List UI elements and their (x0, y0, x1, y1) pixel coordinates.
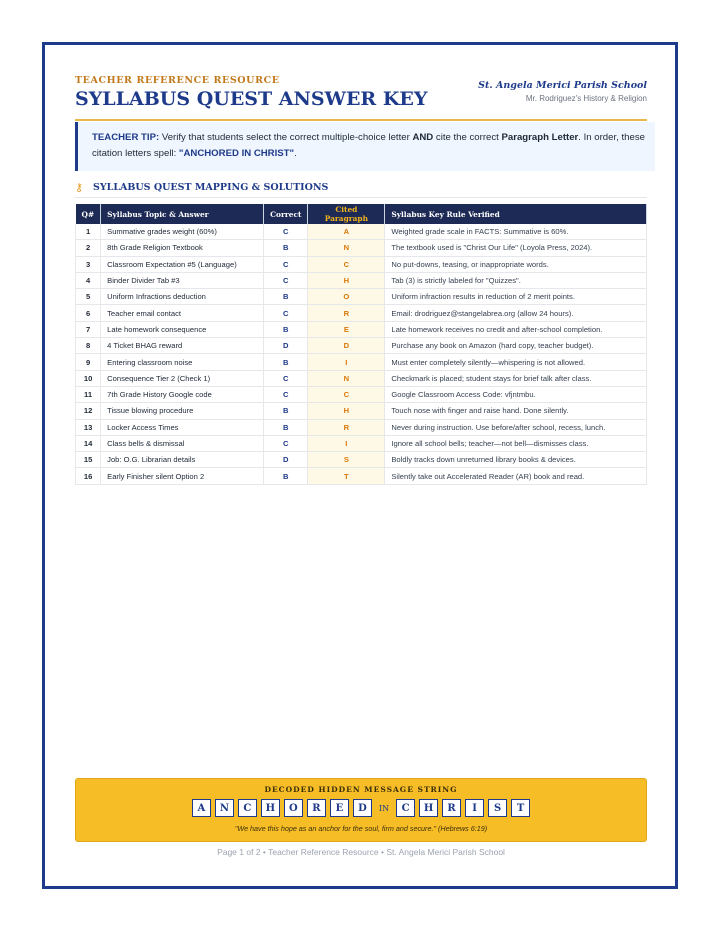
cell-rule: Uniform infraction results in reduction of 2 merit points. (385, 289, 647, 305)
cell-q-number: 12 (76, 403, 101, 419)
cell-rule: Weighted grade scale in FACTS: Summative is 60%. (385, 224, 647, 240)
cell-correct-answer: B (264, 289, 308, 305)
cell-cited-paragraph: O (308, 289, 385, 305)
tip-text-3: . In order, these citation letters spell: (92, 132, 645, 159)
answer-key-table (75, 204, 647, 485)
cell-cited-paragraph: A (308, 224, 385, 240)
cell-q-number: 6 (76, 305, 101, 321)
cell-q-number: 11 (76, 386, 101, 402)
decoded-verse: "We have this hope as an anchor for the soul, firm and secure." (Hebrews 6:19) (234, 824, 488, 833)
cell-correct-answer: B (264, 419, 308, 435)
letter-box: E (330, 799, 349, 817)
cell-q-number: 2 (76, 240, 101, 256)
cell-rule: Must enter completely silently—whispering is not allowed. (385, 354, 647, 370)
cell-topic: Classroom Expectation #5 (Language) (101, 256, 264, 272)
cell-topic: Entering classroom noise (101, 354, 264, 370)
teacher-tip (75, 122, 655, 171)
cell-rule: Touch nose with finger and raise hand. Done silently. (385, 403, 647, 419)
page-title: SYLLABUS QUEST ANSWER KEY (75, 88, 428, 110)
cell-rule: Email: drodriguez@stangelabrea.org (allow 24 hours). (385, 305, 647, 321)
cell-cited-paragraph: R (308, 305, 385, 321)
cell-cited-paragraph: C (308, 256, 385, 272)
cell-topic: 4 Ticket BHAG reward (101, 338, 264, 354)
table-header-row (76, 204, 647, 224)
cell-topic: Late homework consequence (101, 321, 264, 337)
cell-rule: Ignore all school bells; teacher—not bell—dismisses class. (385, 435, 647, 451)
letter-box: N (215, 799, 234, 817)
cell-q-number: 10 (76, 370, 101, 386)
cell-rule: Boldly tracks down unreturned library books & devices. (385, 452, 647, 468)
cell-q-number: 13 (76, 419, 101, 435)
decoded-message-panel (75, 778, 647, 842)
cell-q-number: 15 (76, 452, 101, 468)
cell-q-number: 8 (76, 338, 101, 354)
col-header-topic: Syllabus Topic & Answer (101, 204, 264, 224)
page-footer: Page 1 of 2 • Teacher Reference Resource • St. Angela Merici Parish School (217, 847, 505, 857)
cell-correct-answer: C (264, 224, 308, 240)
cell-correct-answer: C (264, 386, 308, 402)
table-row (76, 435, 647, 451)
tip-text-4: . (294, 148, 297, 159)
table-row (76, 354, 647, 370)
table-row (76, 256, 647, 272)
letter-box: H (419, 799, 438, 817)
table-row (76, 240, 647, 256)
table-row (76, 224, 647, 240)
cell-cited-paragraph: H (308, 403, 385, 419)
letter-box: T (511, 799, 530, 817)
cell-q-number: 7 (76, 321, 101, 337)
cell-rule: Silently take out Accelerated Reader (AR) book and read. (385, 468, 647, 484)
cell-rule: Late homework receives no credit and after-school completion. (385, 321, 647, 337)
cell-topic: Uniform Infractions deduction (101, 289, 264, 305)
cell-rule: Tab (3) is strictly labeled for "Quizzes". (385, 272, 647, 288)
cell-cited-paragraph: C (308, 386, 385, 402)
table-row (76, 452, 647, 468)
letter-box: C (396, 799, 415, 817)
letter-box: H (261, 799, 280, 817)
cell-topic: Summative grades weight (60%) (101, 224, 264, 240)
cell-correct-answer: C (264, 272, 308, 288)
tip-text-1: Verify that students select the correct multiple-choice letter (159, 132, 413, 143)
cell-q-number: 16 (76, 468, 101, 484)
tip-quote: "ANCHORED IN CHRIST" (178, 148, 295, 159)
cell-cited-paragraph: I (308, 435, 385, 451)
header-kicker: TEACHER REFERENCE RESOURCE (75, 75, 280, 86)
table-row (76, 468, 647, 484)
table-row (76, 370, 647, 386)
page-frame (42, 42, 678, 889)
cell-correct-answer: B (264, 240, 308, 256)
table-row (76, 338, 647, 354)
cell-cited-paragraph: I (308, 354, 385, 370)
decoded-title: DECODED HIDDEN MESSAGE STRING (264, 785, 458, 794)
cell-q-number: 4 (76, 272, 101, 288)
tip-paragraph-letter: Paragraph Letter (501, 132, 579, 143)
teacher-name: Mr. Rodriguez's History & Religion (525, 94, 647, 103)
letter-box: S (488, 799, 507, 817)
cell-correct-answer: B (264, 354, 308, 370)
header-divider (75, 119, 647, 121)
letter-box: O (284, 799, 303, 817)
cell-q-number: 9 (76, 354, 101, 370)
tip-label: TEACHER TIP: (92, 132, 160, 143)
cell-cited-paragraph: D (308, 338, 385, 354)
col-header-correct: Correct (264, 204, 308, 224)
cell-correct-answer: C (264, 370, 308, 386)
cell-cited-paragraph: H (308, 272, 385, 288)
cell-rule: No put-downs, teasing, or inappropriate words. (385, 256, 647, 272)
col-header-cited-paragraph: Cited Paragraph (308, 204, 385, 224)
cell-cited-paragraph: T (308, 468, 385, 484)
cell-correct-answer: C (264, 435, 308, 451)
table-row (76, 289, 647, 305)
cell-rule: Never during instruction. Use before/after school, recess, lunch. (385, 419, 647, 435)
cell-topic: 8th Grade Religion Textbook (101, 240, 264, 256)
decoded-letters (76, 799, 646, 817)
page-header (75, 75, 647, 115)
letter-box: R (442, 799, 461, 817)
key-icon: ⚷ (75, 182, 84, 194)
cell-rule: The textbook used is "Christ Our Life" (Loyola Press, 2024). (385, 240, 647, 256)
cell-topic: Tissue blowing procedure (101, 403, 264, 419)
cell-rule: Google Classroom Access Code: vfjntmbu. (385, 386, 647, 402)
cell-q-number: 1 (76, 224, 101, 240)
letter-box: R (307, 799, 326, 817)
cell-topic: Class bells & dismissal (101, 435, 264, 451)
cell-cited-paragraph: N (308, 240, 385, 256)
cell-topic: Job: O.G. Librarian details (101, 452, 264, 468)
table-row (76, 272, 647, 288)
school-name: St. Angela Merici Parish School (478, 80, 647, 91)
letter-box: I (465, 799, 484, 817)
page-content (75, 75, 647, 857)
cell-cited-paragraph: N (308, 370, 385, 386)
cell-topic: Consequence Tier 2 (Check 1) (101, 370, 264, 386)
cell-correct-answer: C (264, 256, 308, 272)
cell-correct-answer: B (264, 468, 308, 484)
letter-box: C (238, 799, 257, 817)
cell-rule: Checkmark is placed; student stays for brief talk after class. (385, 370, 647, 386)
table-row (76, 403, 647, 419)
cell-topic: Teacher email contact (101, 305, 264, 321)
cell-correct-answer: D (264, 452, 308, 468)
table-row (76, 305, 647, 321)
cell-correct-answer: D (264, 338, 308, 354)
cell-cited-paragraph: E (308, 321, 385, 337)
cell-q-number: 5 (76, 289, 101, 305)
cell-cited-paragraph: S (308, 452, 385, 468)
cell-cited-paragraph: R (308, 419, 385, 435)
cell-q-number: 14 (76, 435, 101, 451)
table-row (76, 321, 647, 337)
col-header-rule: Syllabus Key Rule Verified (385, 204, 647, 224)
connector-word: IN (378, 803, 390, 813)
cell-correct-answer: B (264, 321, 308, 337)
cell-q-number: 3 (76, 256, 101, 272)
cell-topic: Early Finisher silent Option 2 (101, 468, 264, 484)
cell-rule: Purchase any book on Amazon (hard copy, teacher budget). (385, 338, 647, 354)
cell-correct-answer: B (264, 403, 308, 419)
table-row (76, 386, 647, 402)
section-title: SYLLABUS QUEST MAPPING & SOLUTIONS (93, 182, 329, 193)
cell-correct-answer: C (264, 305, 308, 321)
col-header-q: Q# (76, 204, 101, 224)
tip-text-2: cite the correct (433, 132, 502, 143)
tip-and: AND (412, 132, 434, 143)
cell-topic: Binder Divider Tab #3 (101, 272, 264, 288)
table-row (76, 419, 647, 435)
letter-box: A (192, 799, 211, 817)
letter-box: D (353, 799, 372, 817)
cell-topic: Locker Access Times (101, 419, 264, 435)
section-heading (75, 181, 647, 198)
cell-topic: 7th Grade History Google code (101, 386, 264, 402)
